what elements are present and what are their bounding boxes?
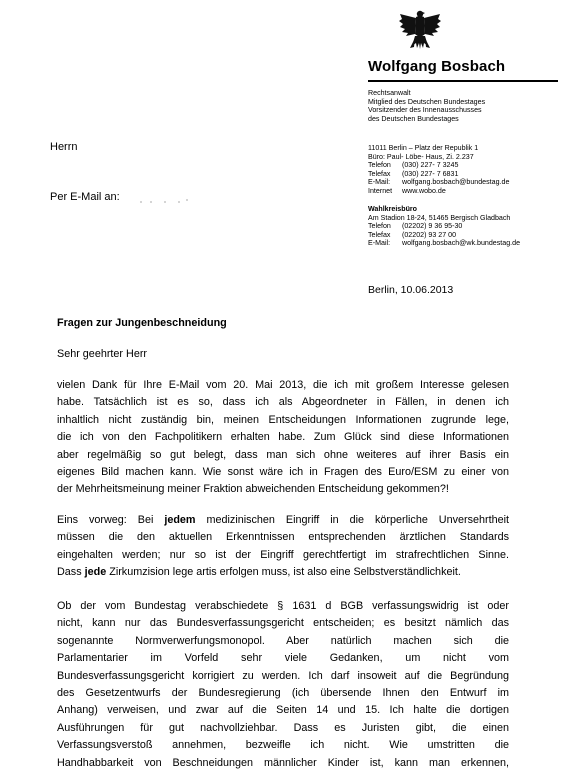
contact-row-phone (368, 222, 520, 231)
body-line: inhaltlich nicht zuständig bin, meinen Entscheidungen Informationen zugrunde lege, (57, 413, 509, 426)
body-line: sogenannte Normverwerfungsmonopol. Aber natürlich machen sich die (57, 634, 509, 647)
text-run: Zirkumzision lege artis erfolgen muss, ist also eine Selbstverständlichkeit. (106, 566, 461, 579)
body-line: eigenes Bild machen kann. Wie sonst wäre ich in Fragen des Euro/ESM zu einer von (57, 465, 509, 478)
contact-row-phone (368, 161, 509, 170)
sender-titles (368, 89, 485, 123)
body-line: Anhang) verweisen, und zwar auf die Seiten 14 und 15. Ich halte die dortigen (57, 704, 509, 717)
contact-label: Telefon (368, 161, 391, 170)
body-line: Handhabbarkeit von Beschneidungen männlicher Kinder ist, kann man erkennen, (57, 756, 509, 769)
redacted-email (134, 197, 194, 207)
body-line (57, 512, 509, 529)
letter-date: Berlin, 10.06.2013 (368, 284, 454, 296)
website-link[interactable]: www.wobo.de (402, 186, 446, 195)
contact-label: Telefax (368, 169, 391, 178)
recipient-salutation: Herrn (50, 141, 78, 153)
body-paragraph (57, 512, 509, 582)
constituency-heading: Wahlkreisbüro (368, 205, 418, 213)
email-link[interactable]: wolfgang.bosbach@wk.bundestag.de (402, 239, 521, 248)
contact-row-fax (368, 231, 520, 240)
contact-row-email (368, 178, 509, 187)
text-run: Eins vorweg: Bei (57, 514, 165, 526)
body-line: Bundesverfassungsgericht korrigiert zu werden. Ich darf insoweit auf die Begründung (57, 669, 509, 682)
body-line: Verfassungsverstoß annehmen, bezweifle ich nicht. Wie umstritten die (57, 739, 509, 752)
contact-row-fax (368, 170, 509, 179)
header-divider (368, 80, 558, 82)
sender-title-line: Vorsitzender des Innenausschusses (368, 106, 482, 115)
body-line: des Gesetzentwurfs der Bundesregierung (ich übersende Ihnen den Entwurf im (57, 686, 509, 699)
contact-value: (02202) 93 27 00 (402, 230, 457, 239)
contact-value: (030) 227- 7 6831 (402, 169, 459, 178)
constituency-office-block (368, 205, 520, 248)
contact-label: E-Mail: (368, 239, 391, 248)
body-line: Ausführungen für gut nachvollziehbar. Dass es Juristen gibt, die einen (57, 721, 509, 734)
body-paragraph (57, 377, 509, 499)
contact-label: Telefon (368, 222, 391, 231)
letter-salutation: Sehr geehrter Herr (57, 348, 148, 360)
contact-label: E-Mail: (368, 178, 391, 187)
contact-row-email (368, 239, 520, 248)
recipient-email-label: Per E-Mail an: (50, 191, 120, 203)
constituency-address: Am Stadion 18-24, 51465 Bergisch Gladbach (368, 213, 511, 222)
text-run: medizinischen Eingriff in die körperliche Unversehrtheit (195, 514, 510, 526)
emphasis-text: jedem (164, 514, 196, 526)
sender-name: Wolfgang Bosbach (368, 58, 506, 75)
berlin-office-block (368, 144, 509, 196)
body-line: habe. Tatsächlich ist es so, dass ich als Abgeordneter in Fällen, in denen ich (57, 396, 509, 409)
body-paragraph (57, 598, 509, 772)
text-run: Dass (57, 566, 85, 579)
letter-subject: Fragen zur Jungenbeschneidung (57, 317, 227, 329)
email-link[interactable]: wolfgang.bosbach@bundestag.de (402, 178, 510, 187)
sender-title-line: des Deutschen Bundestages (368, 114, 459, 123)
body-line: Parlamentarier im Vorfeld sehr viele Gedanken, um nicht vom (57, 652, 509, 665)
body-line: aber regelmäßig so gut belegt, dass man sich ohne weiteres auf ihrer Basis ein (57, 448, 509, 461)
body-line: Ob der vom Bundestag verabschiedete § 1631 d BGB verfassungswidrig ist oder (57, 600, 509, 612)
body-line: nicht, kann nur das Bundesverfassungsgericht entscheiden; es besitzt nämlich das (57, 617, 509, 630)
body-line: der Mehrheitsmeinung meiner Fraktion abweichenden Entscheidung gekommen?! (57, 483, 449, 496)
contact-value: (030) 227- 7 3245 (402, 161, 459, 170)
body-line: die ich von den Fachpolitikern erhalten habe. Zum Glück sind diese Informationen (57, 431, 509, 444)
federal-eagle-icon (398, 8, 442, 52)
emphasis-text: jede (84, 566, 107, 579)
berlin-building: Büro: Paul- Löbe- Haus, Zi. 2.237 (368, 152, 474, 161)
sender-title-line: Mitglied des Deutschen Bundestages (368, 97, 486, 106)
contact-value: (02202) 9 36 95-30 (402, 222, 463, 231)
sender-title-line: Rechtsanwalt (368, 89, 411, 97)
contact-label: Telefax (368, 230, 391, 239)
body-line: müssen die den aktuellen Erkenntnissen entsprechenden ärztlichen Standards (57, 531, 509, 544)
body-line: vielen Dank für Ihre E-Mail vom 20. Mai 2013, die ich mit großem Interesse gelesen (57, 379, 509, 391)
contact-row-web (368, 187, 509, 196)
berlin-address: 11011 Berlin – Platz der Republik 1 (368, 144, 479, 152)
body-line (57, 564, 509, 581)
body-line: eingehalten werden; nur so ist der Eingriff gerechtfertigt im strafrechtlichen Sinne. (57, 548, 509, 561)
contact-label: Internet (368, 186, 393, 195)
